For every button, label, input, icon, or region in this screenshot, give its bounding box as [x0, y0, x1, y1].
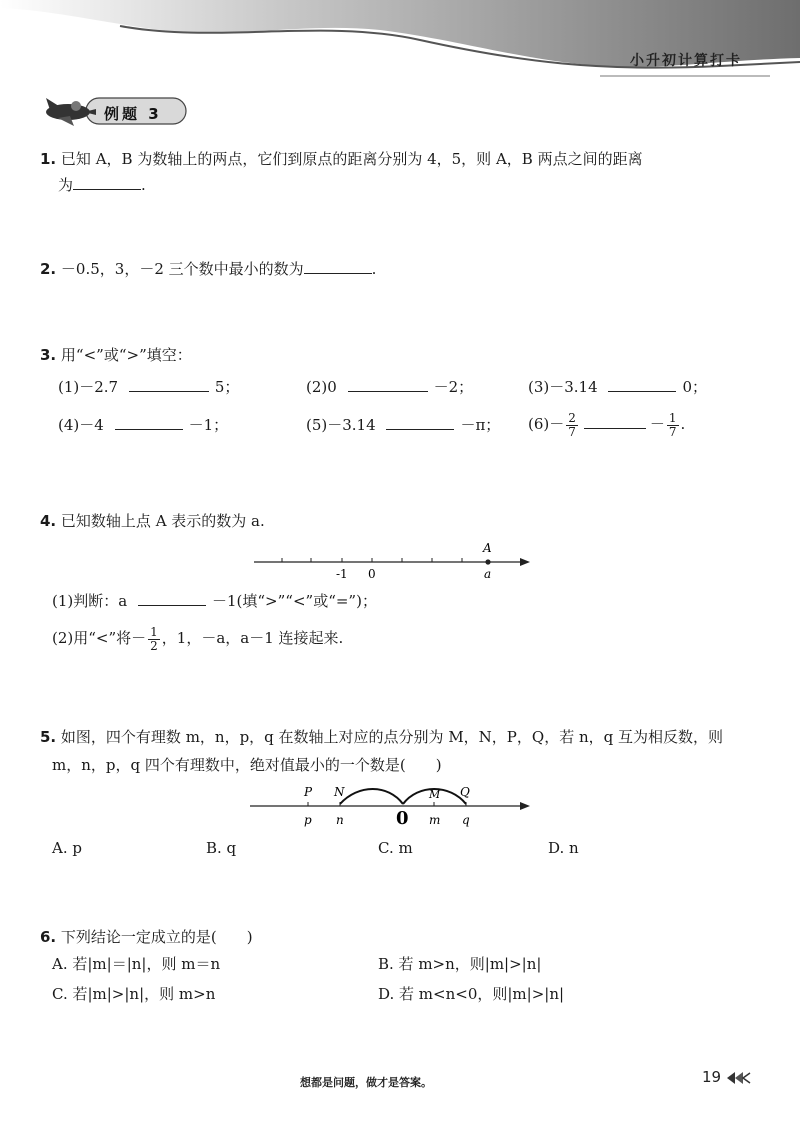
- question-6-text: 下列结论一定成立的是( ): [60, 928, 253, 946]
- question-3-text: 用“<”或“>”填空：: [60, 346, 192, 364]
- page-arrows-icon: [725, 1070, 751, 1086]
- question-5-number: 5.: [40, 728, 57, 746]
- fraction-1-numerator: 2: [568, 410, 576, 425]
- question-3-stem: [40, 344, 192, 366]
- question-2-text: －0.5，3，－2 三个数中最小的数为: [60, 260, 304, 278]
- question-3-item-6: [528, 406, 685, 442]
- label-n: n: [336, 813, 344, 827]
- number-line-arrow: [520, 558, 530, 566]
- fraction-denominator: 2: [150, 638, 158, 653]
- question-3-item-4-left: (4)－4: [58, 416, 104, 434]
- question-3-item-3: [528, 376, 707, 398]
- question-3-item-1-blank[interactable]: [129, 377, 209, 392]
- question-3-item-6-blank[interactable]: [584, 414, 646, 429]
- label-a: a: [484, 567, 492, 581]
- question-6-stem: [40, 926, 253, 948]
- question-3-item-5-right: －π；: [460, 416, 501, 434]
- fraction-numerator: 1: [150, 624, 158, 639]
- number-line-arrow: [520, 802, 530, 810]
- label-zero: 0: [368, 567, 376, 581]
- header-wave-decoration: [0, 0, 800, 90]
- fraction-2-denominator: 7: [668, 424, 677, 439]
- label-Q: Q: [460, 785, 470, 799]
- question-3-number: 3.: [40, 346, 57, 364]
- question-1-line2-pre: 为: [58, 176, 74, 194]
- question-3-item-6-left: (6)－: [528, 415, 565, 433]
- label-q: q: [462, 813, 470, 827]
- question-3-item-4-right: －1；: [188, 416, 229, 434]
- footer-motto: 想都是问题，做才是答案。: [300, 1076, 432, 1089]
- label-M: M: [429, 788, 441, 801]
- question-3-item-2-left: (2)0: [306, 378, 337, 396]
- label-zero-handwritten: 0: [396, 808, 409, 829]
- question-1-text: 已知 A，B 为数轴上的两点，它们到原点的距离分别为 4，5，则 A，B 两点之间的距离: [60, 150, 643, 168]
- question-4-text: 已知数轴上点 A 表示的数为 a.: [60, 512, 265, 530]
- question-3-item-5: [306, 414, 500, 436]
- question-4-sub-2-post: ，1，－a，a－1 连接起来.: [161, 629, 344, 647]
- question-2: [40, 258, 376, 280]
- question-5-option-a[interactable]: A. p: [52, 839, 82, 857]
- question-5-text-line2: m，n，p，q 四个有理数中，绝对值最小的一个数是( ): [52, 756, 442, 774]
- question-3-item-2-right: －2；: [433, 378, 474, 396]
- question-3-item-6-mid: －: [649, 415, 665, 433]
- question-3-item-3-right: 0；: [682, 378, 707, 396]
- question-3-item-1: [58, 376, 239, 398]
- question-4-sub-1: [52, 590, 377, 612]
- question-6-option-a[interactable]: A. 若|m|＝|n|，则 m＝n: [52, 955, 221, 973]
- question-5-option-b[interactable]: B. q: [206, 839, 237, 857]
- question-4-stem: [40, 510, 265, 532]
- label-p: p: [304, 813, 312, 827]
- question-3-item-4-blank[interactable]: [115, 415, 183, 430]
- question-4-sub-2: [52, 620, 343, 656]
- point-A: [485, 559, 490, 564]
- question-4-sub-1-pre: (1)判断：a: [52, 592, 128, 610]
- question-3-item-1-right: 5；: [214, 378, 240, 396]
- fraction-1-denominator: 7: [568, 424, 576, 439]
- question-1-answer-blank[interactable]: [73, 175, 141, 190]
- question-4-sub-2-fraction: [148, 626, 160, 653]
- question-3-item-2-blank[interactable]: [348, 377, 428, 392]
- question-3-item-1-left: (1)－2.7: [58, 378, 119, 396]
- page-number: 19: [702, 1068, 722, 1086]
- question-4-sub-1-post: －1(填“>”“<”或“=”)；: [211, 592, 377, 610]
- arc-n-to-zero: [340, 789, 403, 804]
- question-5-number-line: [246, 780, 536, 830]
- question-3-item-2: [306, 376, 473, 398]
- question-3-item-4: [58, 414, 228, 436]
- label-A: A: [483, 541, 492, 555]
- label-minus-1: -1: [336, 567, 348, 581]
- question-3-item-3-blank[interactable]: [608, 377, 676, 392]
- question-3-item-5-left: (5)－3.14: [306, 416, 376, 434]
- question-1-line2-post: .: [141, 176, 146, 194]
- question-4-sub-2-pre: (2)用“<”将－: [52, 629, 147, 647]
- question-1-line2: [58, 174, 146, 196]
- question-1-line1: [40, 148, 643, 170]
- question-2-post: .: [371, 260, 377, 278]
- question-6-option-c[interactable]: C. 若|m|>|n|，则 m>n: [52, 985, 216, 1003]
- question-5-option-d[interactable]: D. n: [548, 839, 579, 857]
- question-3-item-6-end: .: [680, 415, 686, 433]
- question-3-item-6-fraction-2: [667, 412, 679, 439]
- header-title: 小升初计算打卡: [630, 53, 742, 69]
- label-m: m: [429, 813, 441, 827]
- question-3-item-6-fraction-1: [566, 412, 578, 439]
- question-5-option-c[interactable]: C. m: [378, 839, 413, 857]
- question-4-sub-1-blank[interactable]: [138, 591, 206, 606]
- question-5-text-line1: 如图，四个有理数 m，n，p，q 在数轴上对应的点分别为 M，N，P，Q，若 n，q 互为相反数，则: [60, 728, 723, 746]
- question-3-item-5-blank[interactable]: [386, 415, 454, 430]
- question-2-number: 2.: [40, 260, 57, 278]
- question-6-option-d[interactable]: D. 若 m<n<0，则|m|>|n|: [378, 985, 565, 1003]
- question-3-item-3-left: (3)－3.14: [528, 378, 598, 396]
- question-6-option-b[interactable]: B. 若 m>n，则|m|>|n|: [378, 955, 542, 973]
- question-2-answer-blank[interactable]: [304, 259, 372, 274]
- label-P: P: [304, 785, 313, 799]
- question-4-number: 4.: [40, 512, 57, 530]
- question-4-number-line: [248, 538, 538, 584]
- fraction-2-numerator: 1: [668, 410, 677, 425]
- example-badge-label: 例题 3: [104, 105, 162, 123]
- question-6-number: 6.: [40, 928, 57, 946]
- question-5-line1: [40, 726, 723, 748]
- airplane-icon: [46, 98, 96, 126]
- question-5-line2: [52, 754, 442, 776]
- label-N: N: [334, 785, 345, 799]
- question-1-number: 1.: [40, 150, 57, 168]
